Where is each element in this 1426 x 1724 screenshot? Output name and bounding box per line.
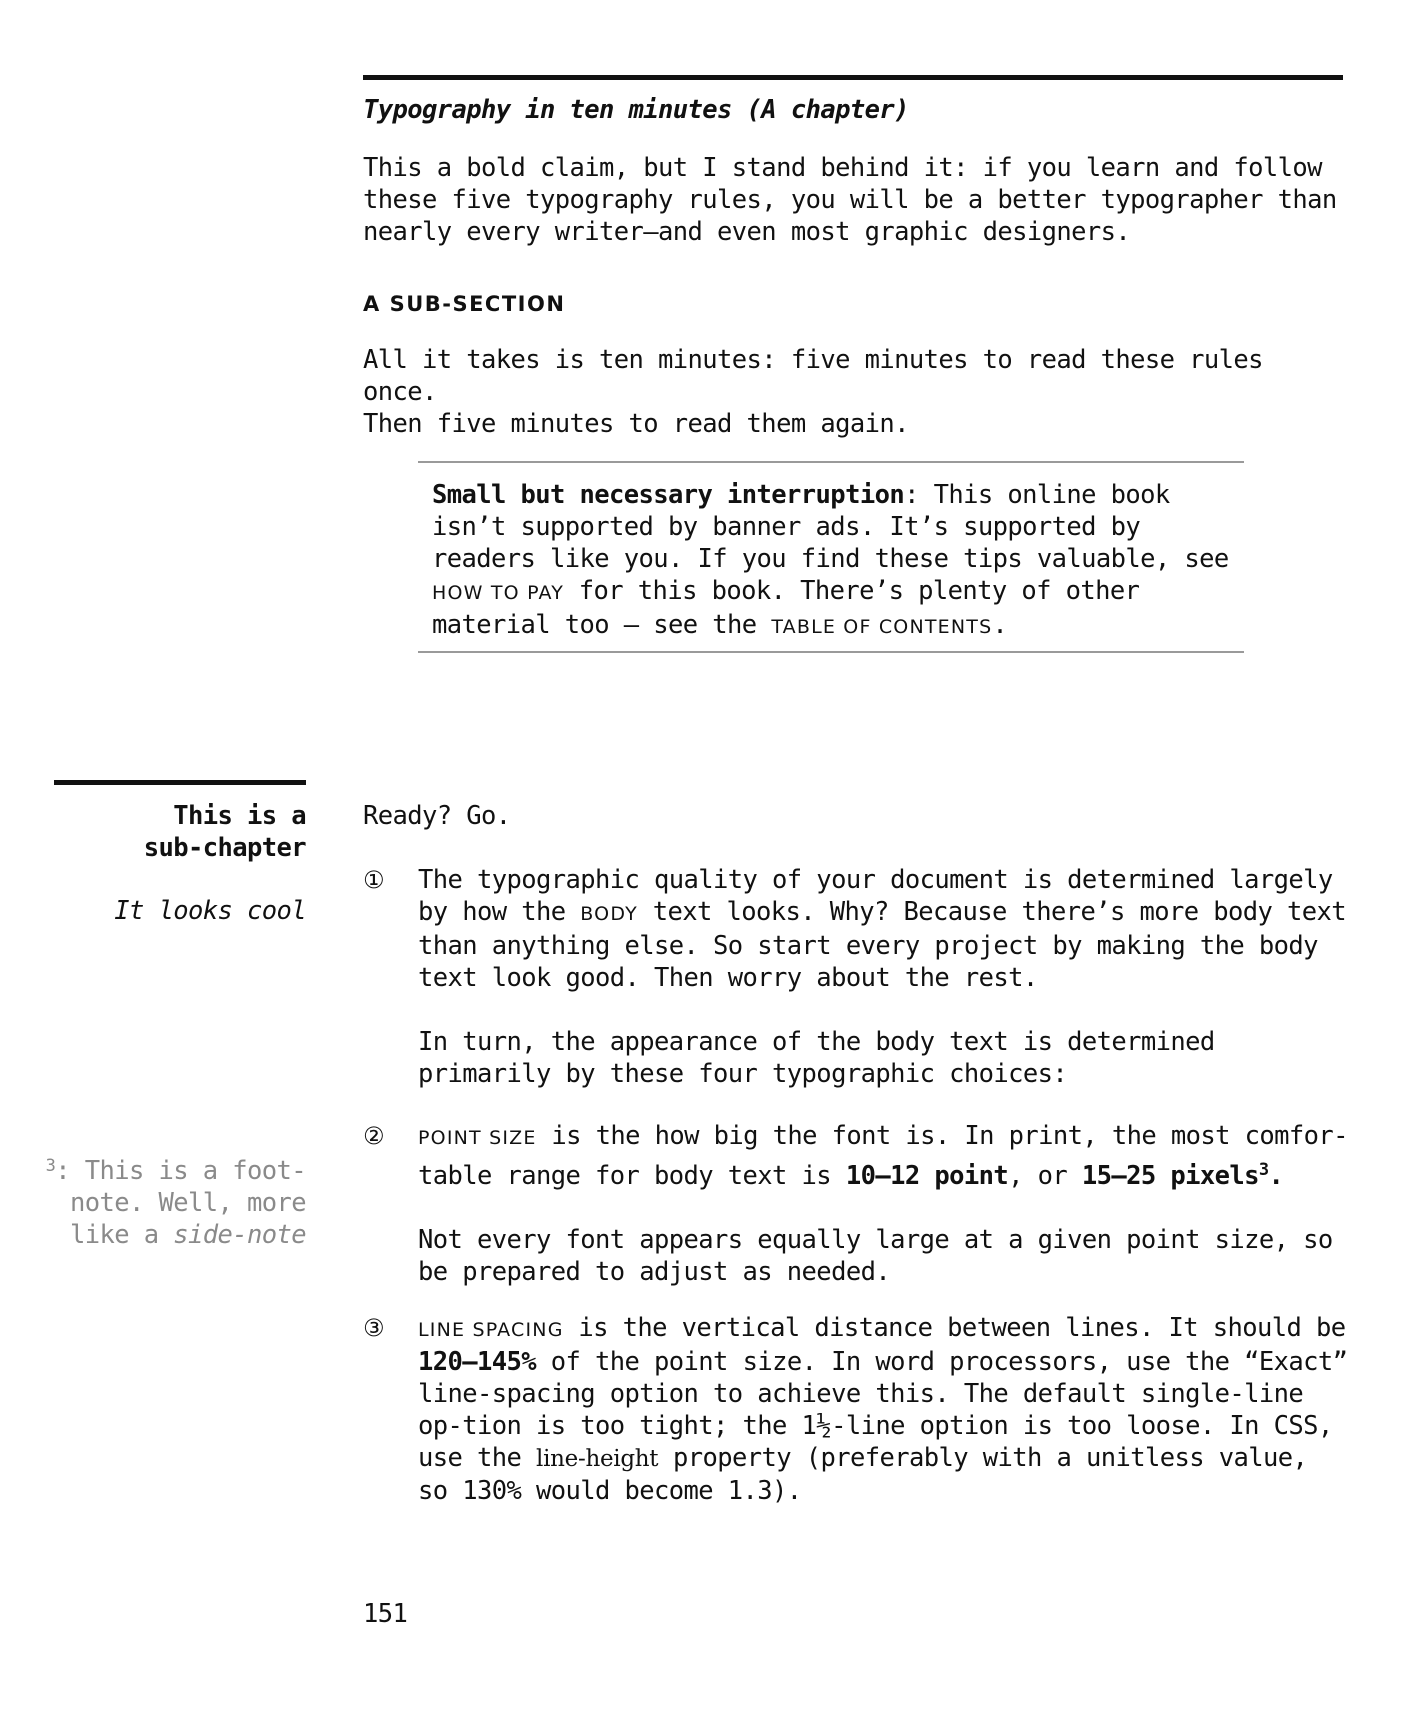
- item-bold: 120–145%: [418, 1347, 537, 1377]
- callout-text-1: : This online book isn’t supported by banner ads. It’s supported by readers like you. If you find these tips valuable, see: [432, 480, 1229, 574]
- body-smallcaps[interactable]: BODY: [580, 903, 638, 925]
- item-paragraph: [418, 864, 1348, 994]
- callout-text: [432, 479, 1232, 643]
- subsection-text: All it takes is ten minutes: five minutes to read these rules once. Then five minutes to read them again.: [363, 345, 1263, 439]
- item-body: [418, 1312, 1348, 1539]
- item-text: The typographic quality of your document is determined largely by how the: [418, 865, 1333, 927]
- line-spacing-smallcaps[interactable]: LINE SPACING: [418, 1319, 564, 1341]
- interruption-callout: [418, 461, 1244, 653]
- inline-code: line-height: [536, 1446, 659, 1472]
- subchapter-title: This is a sub-chapter: [143, 801, 306, 863]
- subsection-heading: A SUB-SECTION: [363, 292, 566, 316]
- callout-bold-lead: Small but necessary interruption: [432, 480, 905, 510]
- item-number: ③: [363, 1314, 384, 1342]
- item-body: [418, 1120, 1348, 1320]
- table-of-contents-link[interactable]: TABLE OF CONTENTS: [771, 616, 993, 638]
- page-number: 151: [363, 1599, 408, 1629]
- subchapter-rule: [54, 780, 306, 785]
- side-note: [40, 1150, 306, 1251]
- item-text: , or: [1008, 1161, 1082, 1191]
- callout-text-3: .: [992, 610, 1008, 640]
- footnote-text: : This is a foot-note. Well, more like a: [55, 1156, 306, 1250]
- point-size-smallcaps[interactable]: POINT SIZE: [418, 1127, 537, 1149]
- item-text: text looks. Why? Because there’s more body text than anything else. So start every project by making the body text look good. Then worry about the rest.: [418, 897, 1347, 993]
- how-to-pay-link[interactable]: HOW TO PAY: [432, 582, 565, 604]
- item-paragraph: [418, 1312, 1348, 1507]
- footnote-marker: 3: [45, 1156, 56, 1176]
- item-bold: 15–25 pixels: [1081, 1161, 1259, 1191]
- subchapter-tagline: It looks cool: [114, 896, 306, 926]
- item-text: is the how big the font is. In print, the most comfor-table range for body text is: [418, 1121, 1348, 1191]
- item-number: ②: [363, 1122, 384, 1150]
- item-paragraph: In turn, the appearance of the body text is determined primarily by these four typographic choices:: [418, 1027, 1215, 1089]
- item-text: property (preferably with a unitless value, so 130% would become 1.3).: [418, 1443, 1308, 1506]
- ready-text: Ready? Go.: [363, 801, 511, 831]
- footnote-reference[interactable]: 3: [1258, 1160, 1269, 1180]
- item-body: [418, 864, 1348, 1122]
- item-text: is the vertical distance between lines. It should be: [563, 1313, 1346, 1343]
- item-number: ①: [363, 866, 384, 894]
- item-bold: 10–12 point: [845, 1161, 1009, 1191]
- item-text: of the point size. In word processors, use the “Exact” line-spacing option to achieve this. The default single-line op-tion is too tight; the 1½-line option is too loose. In CSS, use the: [418, 1347, 1348, 1473]
- item-text: .: [1268, 1161, 1284, 1191]
- chapter-title: Typography in ten minutes (A chapter): [363, 95, 909, 125]
- item-paragraph: Not every font appears equally large at a given point size, so be prepared to adjust as needed.: [418, 1225, 1333, 1287]
- callout-text-2: for this book. There’s plenty of other material too — see the: [432, 576, 1140, 640]
- chapter-rule: [363, 75, 1343, 80]
- footnote-emphasis: side-note: [173, 1220, 306, 1250]
- item-paragraph: [418, 1120, 1348, 1192]
- chapter-intro: This a bold claim, but I stand behind it: if you learn and follow these five typography rules, you will be a better typographer than nearly every writer—and even most graphic designers.: [363, 153, 1337, 247]
